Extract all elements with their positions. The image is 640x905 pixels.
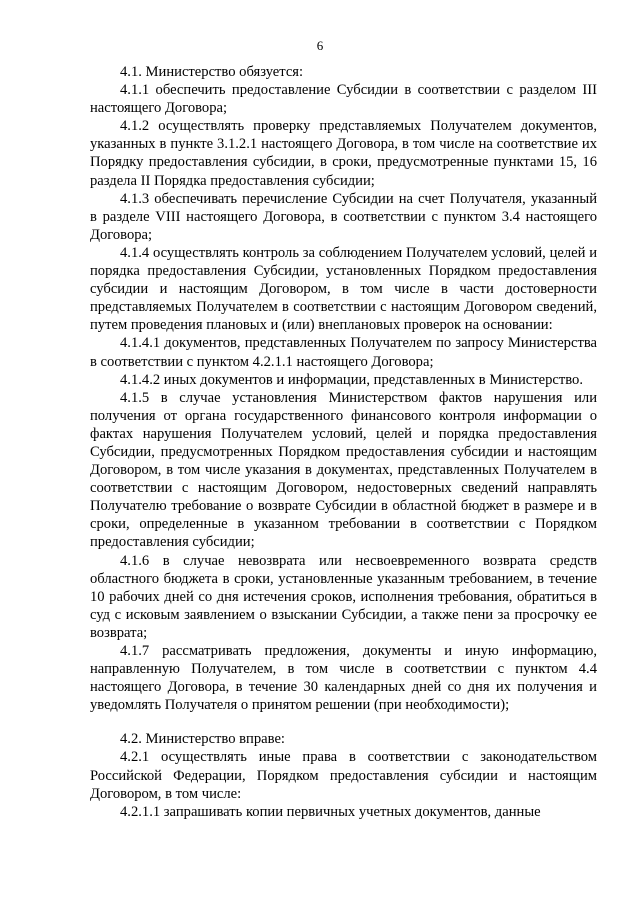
- clause-4-1-6: 4.1.6 в случае невозврата или несвоевременного возврата средств областного бюджета в сроки, установленные указанным требованием, в течение 10 рабочих дней со дня истечения сроков, исполнения требования, обратиться в суд с исковым заявлением о взыскании Субсидии, а также пени за просрочку ее возврата;: [90, 552, 597, 641]
- clause-4-1-5: 4.1.5 в случае установления Министерством фактов нарушения или получения от органа государственного финансового контроля информации о фактах нарушения Получателем условий, целей и порядка предоставления Субсидии, предусмотренных Порядком предоставления субсидии и настоящим Договором, в том числе указания в документах, представленных Получателем в соответствии с настоящим Договором, недостоверных сведений направлять Получателю требование о возврате Субсидии в областной бюджет в размере и в сроки, определенные в указанном требовании в соответствии с Порядком предоставления субсидии;: [90, 389, 597, 551]
- page-number: 6: [316, 38, 324, 53]
- clause-4-1-7: 4.1.7 рассматривать предложения, документы и иную информацию, направленную Получателем, в том числе в соответствии с пунктом 4.4 настоящего Договора, в течение 30 календарных дней со дня их получения и уведомлять Получателя о принятом решении (при необходимости);: [90, 643, 597, 714]
- document-body: [90, 63, 597, 821]
- clause-4-1-2: 4.1.2 осуществлять проверку представляемых Получателем документов, указанных в пункте 3.1.2.1 настоящего Договора, в том числе на соответствие их Порядку предоставления субсидии, в сроки, предусмотренные пунктами 15, 16 раздела II Порядка предоставления субсидии;: [90, 118, 597, 189]
- clause-4-1-1: 4.1.1 обеспечить предоставление Субсидии в соответствии с разделом III настоящего Договора;: [90, 82, 597, 117]
- clause-4-2: 4.2. Министерство вправе:: [120, 731, 285, 748]
- clause-4-2-1: 4.2.1 осуществлять иные права в соответствии с законодательством Российской Федерации, Порядком предоставления субсидии и настоящим Договором, в том числе:: [90, 749, 597, 802]
- clause-4-1-3: 4.1.3 обеспечивать перечисление Субсидии на счет Получателя, указанный в разделе VIII настоящего Договора, в соответствии с пунктом 3.4 настоящего Договора;: [90, 190, 597, 243]
- clause-4-1-4-1: 4.1.4.1 документов, представленных Получателем по запросу Министерства в соответствии с пунктом 4.2.1.1 настоящего Договора;: [90, 335, 597, 370]
- clause-4-2-1-1: 4.2.1.1 запрашивать копии первичных учетных документов, данные: [120, 803, 541, 820]
- clause-4-1-4: 4.1.4 осуществлять контроль за соблюдением Получателем условий, целей и порядка предоставления Субсидии, установленных Порядком предоставления субсидии и настоящим Договором, в том числе в части достоверности представляемых Получателем в соответствии с настоящим Договором сведений, путем проведения плановых и (или) внеплановых проверок на основании:: [90, 244, 597, 334]
- clause-4-1: 4.1. Министерство обязуется:: [120, 64, 304, 80]
- clause-4-1-4-2: 4.1.4.2 иных документов и информации, представленных в Министерство.: [120, 371, 583, 388]
